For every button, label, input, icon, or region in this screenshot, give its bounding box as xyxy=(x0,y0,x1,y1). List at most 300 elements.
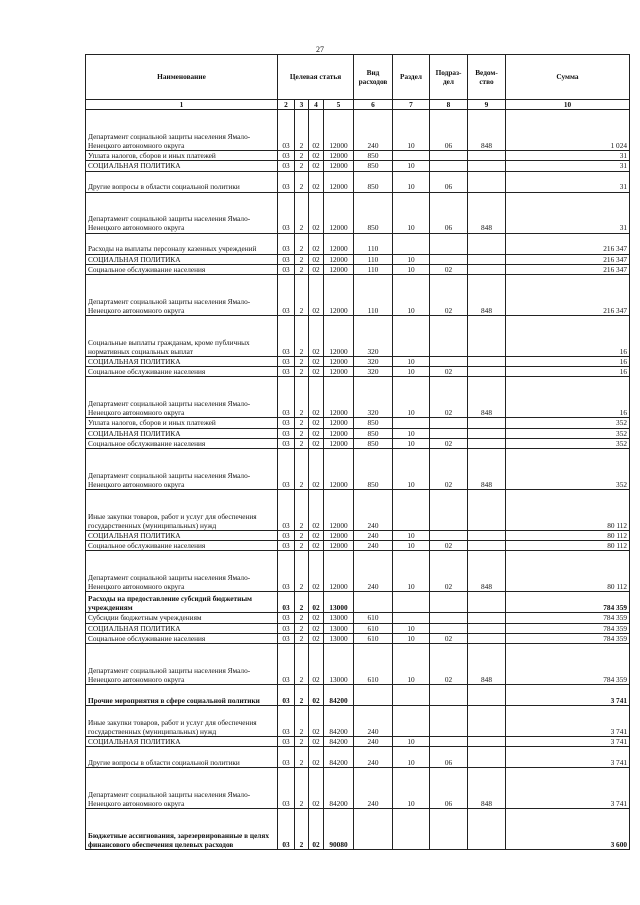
section-code: 10 xyxy=(393,110,430,151)
table-row xyxy=(86,438,630,448)
expense-type: 610 xyxy=(354,644,393,685)
target-code-part: 03 xyxy=(278,367,295,377)
department-code xyxy=(468,623,506,633)
target-code-part: 2 xyxy=(295,809,309,850)
target-code-part: 2 xyxy=(295,418,309,428)
target-code-part: 2 xyxy=(295,377,309,418)
row-name: Департамент социальной защиты населения Ямало-Ненецкого автономного округа xyxy=(86,551,278,592)
subsection-code xyxy=(430,809,468,850)
target-code-part: 03 xyxy=(278,357,295,367)
expense-type: 850 xyxy=(354,151,393,161)
subsection-code xyxy=(430,151,468,161)
target-code-part: 12000 xyxy=(324,490,354,531)
target-code-part: 03 xyxy=(278,747,295,768)
subsection-code: 02 xyxy=(430,541,468,551)
target-code-part: 03 xyxy=(278,613,295,623)
table-row xyxy=(86,592,630,613)
expense-type: 850 xyxy=(354,449,393,490)
table-row xyxy=(86,110,630,151)
section-code: 10 xyxy=(393,531,430,541)
section-code: 10 xyxy=(393,428,430,438)
row-name: Социальное обслуживание населения xyxy=(86,264,278,274)
target-code-part: 03 xyxy=(278,592,295,613)
target-code-part: 03 xyxy=(278,809,295,850)
table-row xyxy=(86,151,630,161)
expense-type: 850 xyxy=(354,438,393,448)
table-row xyxy=(86,809,630,850)
row-name: Социальные выплаты гражданам, кроме публичных нормативных социальных выплат xyxy=(86,316,278,357)
table-row xyxy=(86,428,630,438)
subsection-code xyxy=(430,592,468,613)
target-code-part: 03 xyxy=(278,233,295,254)
sum-value: 31 xyxy=(506,171,630,192)
row-name: Расходы на предоставление субсидий бюджетным учреждениям xyxy=(86,592,278,613)
target-code-part: 2 xyxy=(295,541,309,551)
target-code-part: 2 xyxy=(295,685,309,706)
target-code-part: 03 xyxy=(278,428,295,438)
column-number: 2 xyxy=(278,100,295,110)
target-code-part: 03 xyxy=(278,316,295,357)
department-code xyxy=(468,418,506,428)
subsection-code: 02 xyxy=(430,633,468,643)
expense-type xyxy=(354,809,393,850)
table-row xyxy=(86,706,630,737)
table-row xyxy=(86,623,630,633)
department-code xyxy=(468,316,506,357)
row-name: Иные закупки товаров, работ и услуг для обеспечения государственных (муниципальных) нужд xyxy=(86,706,278,737)
expense-type: 110 xyxy=(354,233,393,254)
target-code-part: 03 xyxy=(278,551,295,592)
department-code: 848 xyxy=(468,110,506,151)
expense-type: 850 xyxy=(354,428,393,438)
target-code-part: 02 xyxy=(309,633,324,643)
target-code-part: 2 xyxy=(295,275,309,316)
target-code-part: 2 xyxy=(295,171,309,192)
department-code xyxy=(468,592,506,613)
header-row xyxy=(86,55,630,100)
department-code xyxy=(468,151,506,161)
target-code-part: 02 xyxy=(309,161,324,171)
expense-type: 610 xyxy=(354,633,393,643)
sum-value: 80 112 xyxy=(506,490,630,531)
row-name: Департамент социальной защиты населения Ямало-Ненецкого автономного округа xyxy=(86,449,278,490)
subsection-code xyxy=(430,613,468,623)
target-code-part: 03 xyxy=(278,531,295,541)
subsection-code: 02 xyxy=(430,367,468,377)
section-code xyxy=(393,233,430,254)
section-code: 10 xyxy=(393,541,430,551)
target-code-part: 02 xyxy=(309,592,324,613)
target-code-part: 03 xyxy=(278,275,295,316)
table-row xyxy=(86,316,630,357)
row-name: Социальное обслуживание населения xyxy=(86,367,278,377)
subsection-code: 02 xyxy=(430,438,468,448)
section-code: 10 xyxy=(393,644,430,685)
subsection-code xyxy=(430,316,468,357)
subsection-code xyxy=(430,254,468,264)
target-code-part: 2 xyxy=(295,264,309,274)
table-row xyxy=(86,644,630,685)
row-name: Департамент социальной защиты населения Ямало-Ненецкого автономного округа xyxy=(86,377,278,418)
target-code-part: 03 xyxy=(278,192,295,233)
header-target: Целевая статья xyxy=(278,55,354,100)
target-code-part: 12000 xyxy=(324,110,354,151)
table-row xyxy=(86,418,630,428)
expense-type xyxy=(354,685,393,706)
department-code xyxy=(468,254,506,264)
sum-value: 31 xyxy=(506,161,630,171)
department-code xyxy=(468,428,506,438)
row-name: СОЦИАЛЬНАЯ ПОЛИТИКА xyxy=(86,254,278,264)
header-section: Раздел xyxy=(393,55,430,100)
sum-value: 3 600 xyxy=(506,809,630,850)
section-code xyxy=(393,809,430,850)
target-code-part: 12000 xyxy=(324,264,354,274)
table-row xyxy=(86,768,630,809)
section-code xyxy=(393,592,430,613)
subsection-code xyxy=(430,737,468,747)
target-code-part: 12000 xyxy=(324,275,354,316)
target-code-part: 13000 xyxy=(324,644,354,685)
row-name: Иные закупки товаров, работ и услуг для обеспечения государственных (муниципальных) нужд xyxy=(86,490,278,531)
table-row xyxy=(86,531,630,541)
sum-value: 1 024 xyxy=(506,110,630,151)
page-number: 27 xyxy=(316,45,324,54)
target-code-part: 2 xyxy=(295,644,309,685)
section-code: 10 xyxy=(393,367,430,377)
expense-type: 110 xyxy=(354,254,393,264)
target-code-part: 02 xyxy=(309,357,324,367)
subsection-code xyxy=(430,490,468,531)
target-code-part: 03 xyxy=(278,151,295,161)
target-code-part: 03 xyxy=(278,161,295,171)
target-code-part: 84200 xyxy=(324,685,354,706)
target-code-part: 02 xyxy=(309,367,324,377)
target-code-part: 03 xyxy=(278,254,295,264)
target-code-part: 03 xyxy=(278,623,295,633)
column-number: 5 xyxy=(324,100,354,110)
department-code xyxy=(468,233,506,254)
expense-type: 240 xyxy=(354,531,393,541)
sum-value: 216 347 xyxy=(506,254,630,264)
target-code-part: 03 xyxy=(278,449,295,490)
row-name: СОЦИАЛЬНАЯ ПОЛИТИКА xyxy=(86,737,278,747)
table-row xyxy=(86,685,630,706)
column-number: 7 xyxy=(393,100,430,110)
expense-type: 240 xyxy=(354,551,393,592)
target-code-part: 03 xyxy=(278,171,295,192)
table-row xyxy=(86,377,630,418)
expense-type: 320 xyxy=(354,316,393,357)
target-code-part: 2 xyxy=(295,551,309,592)
department-code: 848 xyxy=(468,644,506,685)
sum-value: 31 xyxy=(506,151,630,161)
target-code-part: 2 xyxy=(295,531,309,541)
target-code-part: 13000 xyxy=(324,633,354,643)
table-row xyxy=(86,171,630,192)
target-code-part: 12000 xyxy=(324,418,354,428)
section-code xyxy=(393,418,430,428)
department-code xyxy=(468,438,506,448)
header-sum: Сумма xyxy=(506,55,630,100)
row-name: Департамент социальной защиты населения Ямало-Ненецкого автономного округа xyxy=(86,110,278,151)
target-code-part: 2 xyxy=(295,737,309,747)
target-code-part: 03 xyxy=(278,685,295,706)
target-code-part: 12000 xyxy=(324,357,354,367)
subsection-code: 06 xyxy=(430,747,468,768)
expense-type: 850 xyxy=(354,418,393,428)
section-code xyxy=(393,706,430,737)
header-type: Вид расходов xyxy=(354,55,393,100)
sum-value: 31 xyxy=(506,192,630,233)
table-row xyxy=(86,541,630,551)
target-code-part: 12000 xyxy=(324,541,354,551)
row-name: СОЦИАЛЬНАЯ ПОЛИТИКА xyxy=(86,357,278,367)
department-code xyxy=(468,531,506,541)
sum-value: 80 112 xyxy=(506,531,630,541)
target-code-part: 02 xyxy=(309,171,324,192)
target-code-part: 02 xyxy=(309,275,324,316)
target-code-part: 02 xyxy=(309,809,324,850)
target-code-part: 03 xyxy=(278,418,295,428)
table-row xyxy=(86,254,630,264)
sum-value: 16 xyxy=(506,316,630,357)
section-code: 10 xyxy=(393,768,430,809)
row-name: Департамент социальной защиты населения Ямало-Ненецкого автономного округа xyxy=(86,275,278,316)
target-code-part: 02 xyxy=(309,233,324,254)
target-code-part: 2 xyxy=(295,592,309,613)
sum-value: 784 359 xyxy=(506,623,630,633)
target-code-part: 12000 xyxy=(324,161,354,171)
target-code-part: 03 xyxy=(278,377,295,418)
section-code: 10 xyxy=(393,264,430,274)
subsection-code: 02 xyxy=(430,377,468,418)
target-code-part: 03 xyxy=(278,737,295,747)
table-row xyxy=(86,490,630,531)
section-code: 10 xyxy=(393,161,430,171)
subsection-code: 02 xyxy=(430,264,468,274)
department-code: 848 xyxy=(468,449,506,490)
subsection-code: 02 xyxy=(430,551,468,592)
department-code: 848 xyxy=(468,275,506,316)
department-code xyxy=(468,541,506,551)
section-code: 10 xyxy=(393,192,430,233)
section-code: 10 xyxy=(393,551,430,592)
department-code xyxy=(468,490,506,531)
table-row xyxy=(86,161,630,171)
sum-value: 216 347 xyxy=(506,275,630,316)
target-code-part: 02 xyxy=(309,490,324,531)
sum-value: 784 359 xyxy=(506,644,630,685)
sum-value: 3 741 xyxy=(506,685,630,706)
target-code-part: 90080 xyxy=(324,809,354,850)
row-name: Бюджетные ассигнования, зарезервированные в целях финансового обеспечения целевых расходов xyxy=(86,809,278,850)
subsection-code xyxy=(430,418,468,428)
column-number-row xyxy=(86,100,630,110)
target-code-part: 02 xyxy=(309,613,324,623)
column-number: 3 xyxy=(295,100,309,110)
department-code xyxy=(468,706,506,737)
section-code: 10 xyxy=(393,449,430,490)
expense-type: 110 xyxy=(354,264,393,274)
department-code xyxy=(468,264,506,274)
subsection-code xyxy=(430,357,468,367)
header-department: Ведом-ство xyxy=(468,55,506,100)
column-number: 9 xyxy=(468,100,506,110)
department-code xyxy=(468,161,506,171)
target-code-part: 2 xyxy=(295,747,309,768)
section-code: 10 xyxy=(393,747,430,768)
target-code-part: 13000 xyxy=(324,613,354,623)
table-row xyxy=(86,367,630,377)
target-code-part: 12000 xyxy=(324,367,354,377)
target-code-part: 03 xyxy=(278,110,295,151)
expense-type: 110 xyxy=(354,275,393,316)
table-row xyxy=(86,357,630,367)
expense-type: 240 xyxy=(354,768,393,809)
target-code-part: 2 xyxy=(295,151,309,161)
target-code-part: 2 xyxy=(295,633,309,643)
table-row xyxy=(86,737,630,747)
section-code xyxy=(393,316,430,357)
expense-type xyxy=(354,592,393,613)
target-code-part: 84200 xyxy=(324,768,354,809)
subsection-code xyxy=(430,161,468,171)
expense-type: 240 xyxy=(354,110,393,151)
target-code-part: 02 xyxy=(309,254,324,264)
target-code-part: 84200 xyxy=(324,706,354,737)
sum-value: 784 359 xyxy=(506,613,630,623)
target-code-part: 2 xyxy=(295,449,309,490)
department-code: 848 xyxy=(468,768,506,809)
table-row xyxy=(86,551,630,592)
target-code-part: 02 xyxy=(309,264,324,274)
sum-value: 80 112 xyxy=(506,551,630,592)
row-name: Субсидии бюджетным учреждениям xyxy=(86,613,278,623)
row-name: Расходы на выплаты персоналу казенных учреждений xyxy=(86,233,278,254)
target-code-part: 02 xyxy=(309,747,324,768)
sum-value: 352 xyxy=(506,428,630,438)
row-name: СОЦИАЛЬНАЯ ПОЛИТИКА xyxy=(86,428,278,438)
section-code: 10 xyxy=(393,254,430,264)
target-code-part: 03 xyxy=(278,541,295,551)
target-code-part: 12000 xyxy=(324,151,354,161)
sum-value: 784 359 xyxy=(506,633,630,643)
target-code-part: 02 xyxy=(309,110,324,151)
expense-type: 320 xyxy=(354,377,393,418)
sum-value: 3 741 xyxy=(506,706,630,737)
sum-value: 16 xyxy=(506,357,630,367)
expense-type: 610 xyxy=(354,613,393,623)
target-code-part: 13000 xyxy=(324,623,354,633)
department-code xyxy=(468,613,506,623)
row-name: СОЦИАЛЬНАЯ ПОЛИТИКА xyxy=(86,623,278,633)
column-number: 6 xyxy=(354,100,393,110)
sum-value: 16 xyxy=(506,377,630,418)
table-row xyxy=(86,449,630,490)
table-row xyxy=(86,264,630,274)
target-code-part: 2 xyxy=(295,623,309,633)
target-code-part: 12000 xyxy=(324,428,354,438)
sum-value: 216 347 xyxy=(506,264,630,274)
target-code-part: 02 xyxy=(309,541,324,551)
target-code-part: 02 xyxy=(309,151,324,161)
expense-type: 320 xyxy=(354,357,393,367)
target-code-part: 03 xyxy=(278,706,295,737)
department-code xyxy=(468,747,506,768)
subsection-code xyxy=(430,233,468,254)
target-code-part: 02 xyxy=(309,428,324,438)
target-code-part: 12000 xyxy=(324,449,354,490)
target-code-part: 2 xyxy=(295,490,309,531)
sum-value: 80 112 xyxy=(506,541,630,551)
target-code-part: 03 xyxy=(278,438,295,448)
target-code-part: 02 xyxy=(309,449,324,490)
table-row xyxy=(86,275,630,316)
department-code xyxy=(468,809,506,850)
expense-type: 240 xyxy=(354,737,393,747)
target-code-part: 2 xyxy=(295,357,309,367)
target-code-part: 84200 xyxy=(324,747,354,768)
subsection-code xyxy=(430,531,468,541)
table-body xyxy=(86,110,630,850)
subsection-code: 02 xyxy=(430,644,468,685)
target-code-part: 2 xyxy=(295,367,309,377)
expense-type: 850 xyxy=(354,192,393,233)
target-code-part: 03 xyxy=(278,633,295,643)
row-name: Социальное обслуживание населения xyxy=(86,633,278,643)
target-code-part: 02 xyxy=(309,551,324,592)
target-code-part: 13000 xyxy=(324,592,354,613)
target-code-part: 02 xyxy=(309,531,324,541)
target-code-part: 02 xyxy=(309,768,324,809)
table-row xyxy=(86,192,630,233)
row-name: Другие вопросы в области социальной политики xyxy=(86,171,278,192)
target-code-part: 2 xyxy=(295,110,309,151)
column-number: 4 xyxy=(309,100,324,110)
row-name: Уплата налогов, сборов и иных платежей xyxy=(86,151,278,161)
table-row xyxy=(86,613,630,623)
column-number: 8 xyxy=(430,100,468,110)
subsection-code: 06 xyxy=(430,192,468,233)
target-code-part: 12000 xyxy=(324,377,354,418)
subsection-code xyxy=(430,428,468,438)
target-code-part: 12000 xyxy=(324,316,354,357)
sum-value: 352 xyxy=(506,418,630,428)
sum-value: 3 741 xyxy=(506,747,630,768)
target-code-part: 02 xyxy=(309,623,324,633)
section-code xyxy=(393,613,430,623)
section-code: 10 xyxy=(393,357,430,367)
subsection-code xyxy=(430,623,468,633)
department-code xyxy=(468,367,506,377)
target-code-part: 02 xyxy=(309,685,324,706)
subsection-code: 06 xyxy=(430,110,468,151)
target-code-part: 2 xyxy=(295,706,309,737)
expense-type: 240 xyxy=(354,747,393,768)
expense-type: 610 xyxy=(354,623,393,633)
sum-value: 352 xyxy=(506,449,630,490)
subsection-code: 06 xyxy=(430,171,468,192)
target-code-part: 2 xyxy=(295,613,309,623)
section-code: 10 xyxy=(393,737,430,747)
target-code-part: 12000 xyxy=(324,233,354,254)
expense-type: 850 xyxy=(354,171,393,192)
target-code-part: 2 xyxy=(295,161,309,171)
target-code-part: 84200 xyxy=(324,737,354,747)
row-name: Уплата налогов, сборов и иных платежей xyxy=(86,418,278,428)
expense-type: 320 xyxy=(354,367,393,377)
